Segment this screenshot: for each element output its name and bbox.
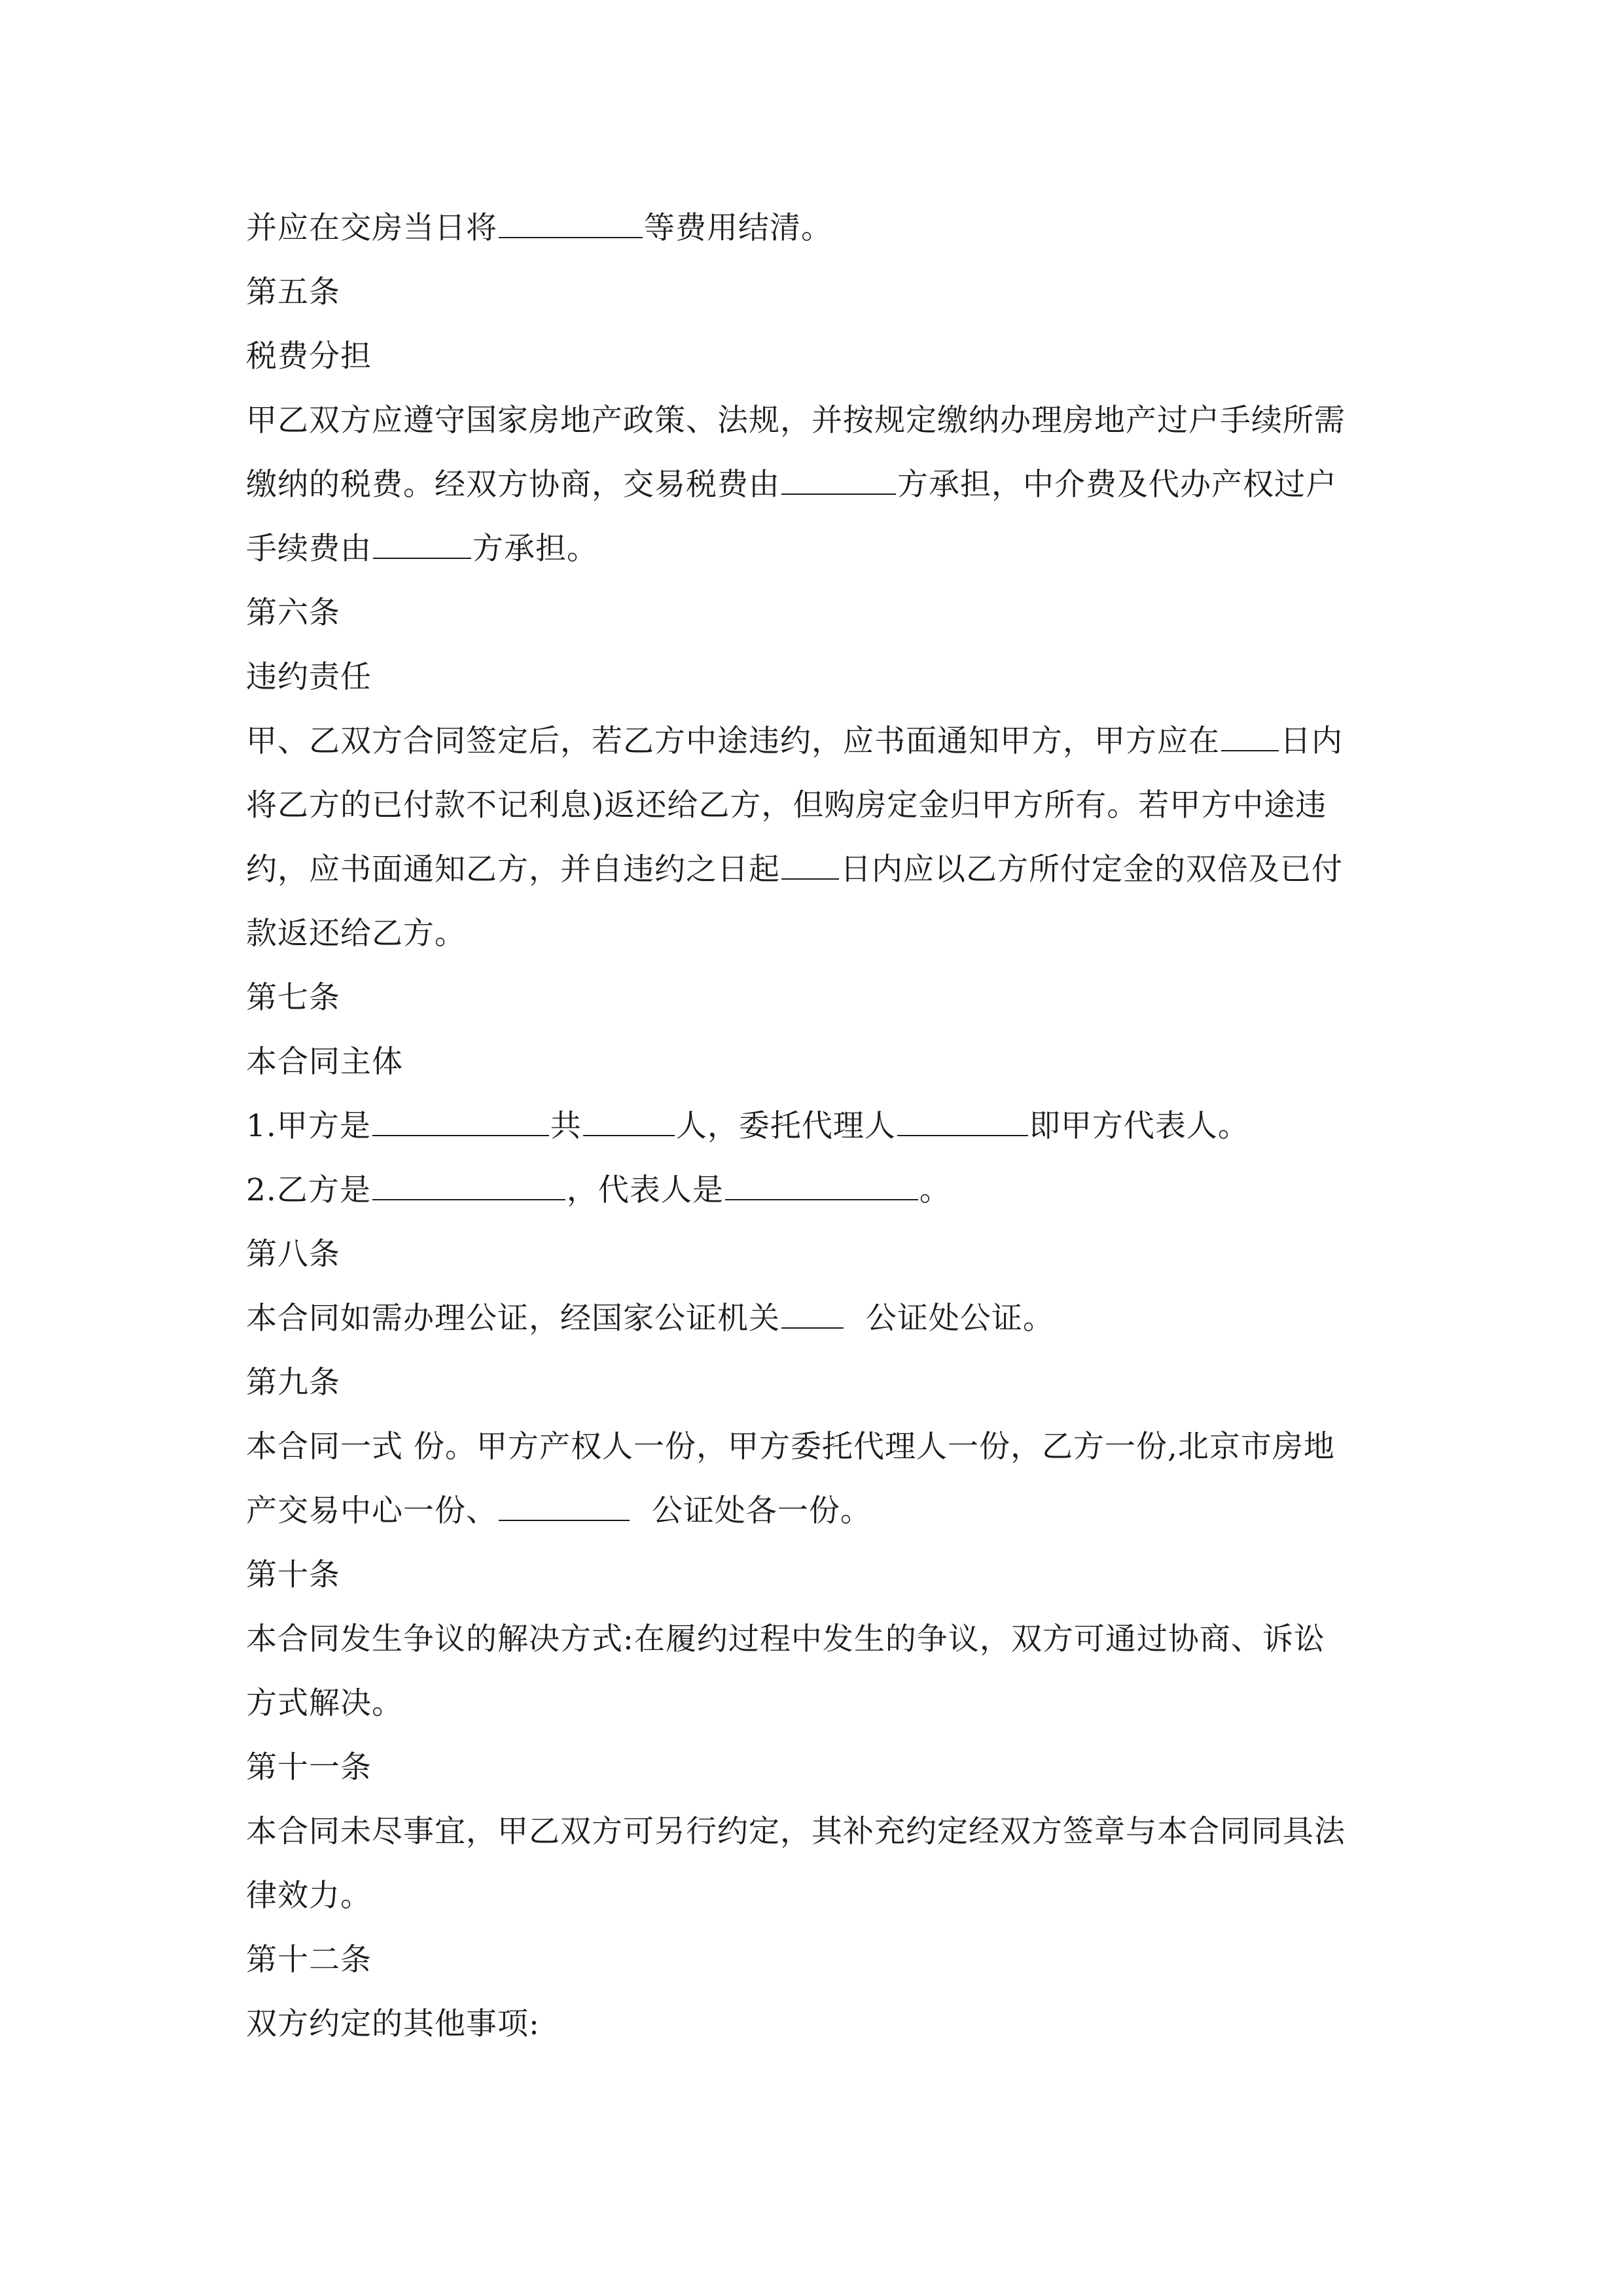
text-line [246, 1479, 1378, 1543]
fill-blank [1221, 719, 1279, 751]
text-line [246, 709, 1378, 774]
document-page [246, 196, 1378, 2056]
text: 等费用结清。 [644, 210, 832, 246]
text: 本合同如需办理公证，经国家公证机关 [246, 1300, 780, 1336]
text: 手续费由 [246, 531, 372, 567]
text-line: 将乙方的已付款不记利息)返还给乙方，但购房定金归甲方所有。若甲方中途违 [246, 787, 1327, 823]
text-line: 本合同发生争议的解决方式:在履约过程中发生的争议，双方可通过协商、诉讼 [246, 1621, 1325, 1657]
text: 日内应以乙方所付定金的双倍及已付 [840, 852, 1343, 888]
article-heading: 违约责任 [246, 659, 372, 695]
text: ，代表人是 [566, 1172, 724, 1208]
article-title: 第九条 [246, 1365, 340, 1401]
text-line: 本合同一式 份。甲方产权人一份，甲方委托代理人一份，乙方一份,北京市房地 [246, 1429, 1335, 1465]
text: 并应在交房当日将 [246, 210, 497, 246]
text: 2.乙方是 [246, 1172, 371, 1208]
article-title: 第十条 [246, 1557, 340, 1593]
fill-blank [373, 526, 471, 559]
article-title: 第八条 [246, 1236, 340, 1272]
article-title: 第十一条 [246, 1749, 372, 1785]
article-title: 第七条 [246, 980, 340, 1016]
text: 公证处各一份。 [651, 1493, 872, 1529]
text: 。 [919, 1172, 951, 1208]
text: 产交易中心一份、 [246, 1493, 497, 1529]
text-line [246, 453, 1378, 517]
fill-blank [781, 847, 839, 880]
fill-blank [781, 462, 896, 495]
text-line [246, 1287, 1378, 1351]
text: 人，委托代理人 [675, 1108, 896, 1144]
text-line [246, 838, 1378, 902]
text: 公证处公证。 [865, 1300, 1054, 1336]
text-line: 本合同未尽事宜，甲乙双方可另行约定，其补充约定经双方签章与本合同同具法 [246, 1814, 1346, 1850]
text-line: 双方约定的其他事项: [246, 2006, 540, 2042]
text: 1.甲方是 [246, 1108, 371, 1144]
article-title: 第十二条 [246, 1942, 372, 1978]
fill-blank [897, 1103, 1028, 1136]
text: 即甲方代表人。 [1029, 1108, 1249, 1144]
fill-blank [725, 1168, 918, 1200]
fill-blank [372, 1103, 549, 1136]
article-title: 第六条 [246, 595, 340, 631]
text-line [246, 1094, 1378, 1158]
fill-blank [583, 1103, 675, 1136]
text-line: 款返还给乙方。 [246, 916, 466, 952]
text-line [246, 517, 1378, 581]
article-heading: 税费分担 [246, 338, 372, 374]
text-line [246, 196, 1378, 260]
text: 缴纳的税费。经双方协商，交易税费由 [246, 467, 780, 503]
text-line [246, 1158, 1378, 1223]
article-title: 第五条 [246, 274, 340, 310]
fill-blank [781, 1296, 844, 1329]
text: 甲、乙双方合同签定后，若乙方中途违约，应书面通知甲方，甲方应在 [246, 723, 1220, 759]
article-heading: 本合同主体 [246, 1044, 403, 1080]
fill-blank [372, 1168, 565, 1200]
text: 日内 [1280, 723, 1343, 759]
fill-blank [499, 206, 643, 238]
text: 方承担，中介费及代办产权过户 [897, 467, 1337, 503]
text-line: 甲乙双方应遵守国家房地产政策、法规，并按规定缴纳办理房地产过户手续所需 [246, 403, 1346, 439]
text: 约，应书面通知乙方，并自违约之日起 [246, 852, 780, 888]
text-line: 律效力。 [246, 1878, 372, 1914]
text: 共 [550, 1108, 582, 1144]
fill-blank [499, 1488, 630, 1521]
text-line: 方式解决。 [246, 1685, 403, 1721]
text: 方承担。 [473, 531, 598, 567]
